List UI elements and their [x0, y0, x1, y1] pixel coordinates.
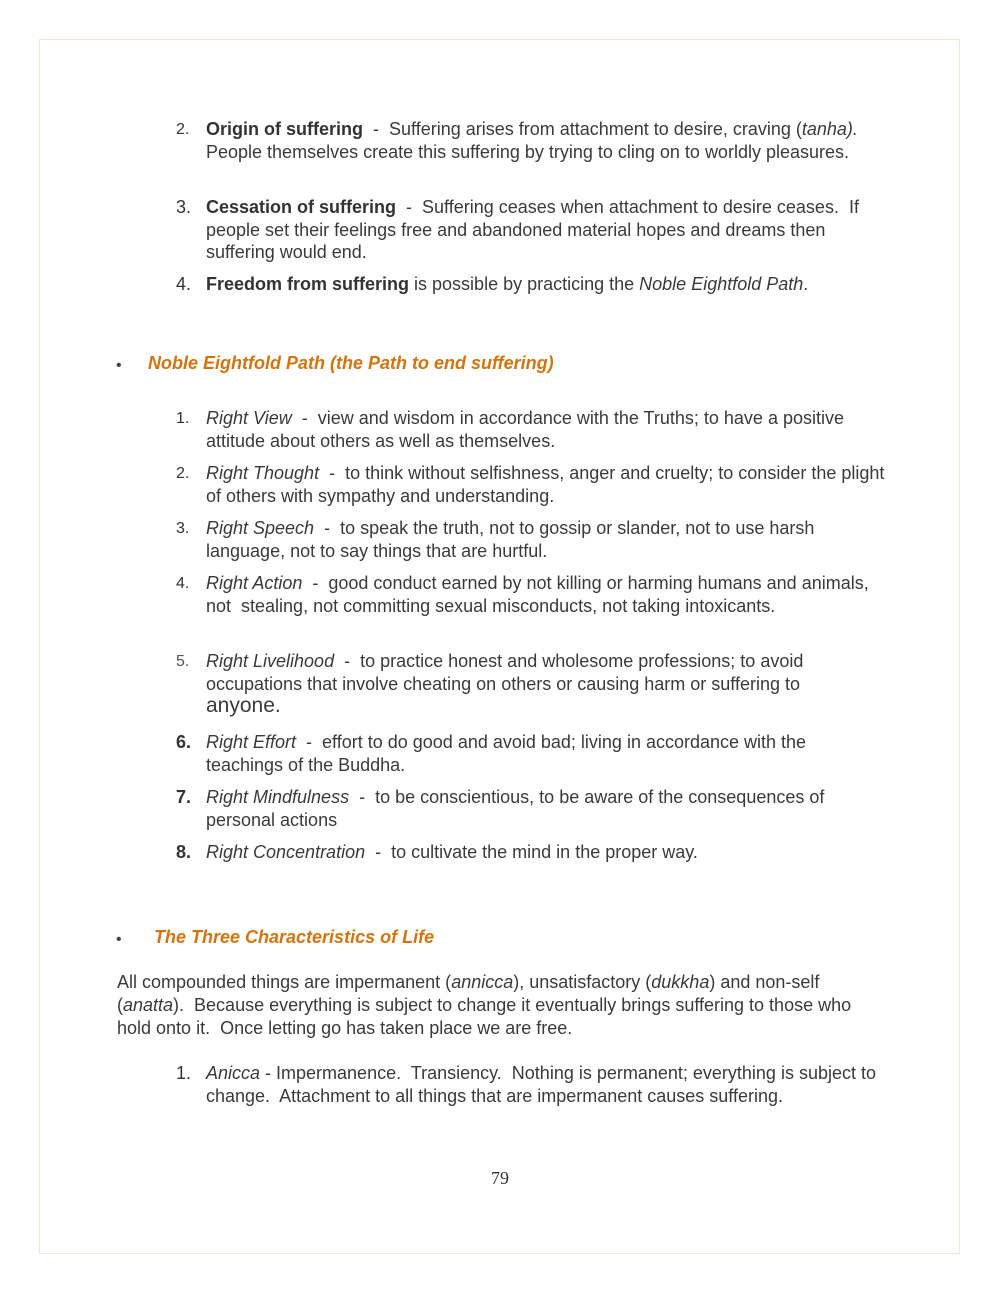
- path-term: Right Action: [206, 573, 303, 593]
- path-term: Right Livelihood: [206, 651, 335, 671]
- paragraph-text: ). Because everything is subject to change it eventually brings suffering to those who hold onto it. Once letting go has taken place we are free.: [117, 995, 857, 1038]
- list-text: [206, 196, 886, 264]
- list-number: 3.: [176, 197, 192, 217]
- pali-term: Anicca: [206, 1063, 261, 1083]
- separator: -: [302, 573, 329, 593]
- pali-term: dukkha: [651, 972, 710, 992]
- list-number: 1.: [176, 1063, 192, 1083]
- separator: -: [363, 119, 389, 139]
- path-text: anyone.: [206, 694, 281, 717]
- separator: -: [319, 463, 346, 483]
- paragraph-text: ) and non-self (: [117, 972, 820, 1015]
- list-number: 5.: [176, 653, 190, 670]
- path-text: good conduct earned by not killing or harming humans and animals, not stealing, not committing sexual misconducts, not taking intoxicants.: [206, 573, 874, 616]
- list-text: [206, 572, 886, 617]
- path-text: to cultivate the mind in the proper way.: [391, 842, 698, 862]
- list-text: [206, 650, 886, 718]
- separator: -: [349, 787, 376, 807]
- separator: -: [291, 408, 318, 428]
- path-text: to practice honest and wholesome professions; to avoid occupations that involve cheating on others or causing harm or suffering to: [206, 651, 804, 694]
- truth-text: is possible by practicing the: [409, 274, 640, 294]
- truth-text: .: [803, 274, 809, 294]
- truth-text: Suffering ceases when attachment to desire ceases. If people set their feelings free and abandoned material hopes and dreams then suffering would end.: [206, 197, 864, 262]
- list-number: 4.: [176, 274, 192, 294]
- list-text: [206, 517, 886, 562]
- path-text: effort to do good and avoid bad; living in accordance with the teachings of the Buddha.: [206, 732, 807, 775]
- paragraph-text: ), unsatisfactory (: [513, 972, 652, 992]
- path-text: to be conscientious, to be aware of the consequences of personal actions: [206, 787, 825, 830]
- list-text: [206, 731, 886, 776]
- path-term: Right Effort: [206, 732, 297, 752]
- paragraph-text: All compounded things are impermanent (: [117, 972, 452, 992]
- list-text: [206, 841, 886, 864]
- path-term: Right Concentration: [206, 842, 366, 862]
- separator: -: [314, 518, 341, 538]
- characteristic-text: - Impermanence. Transiency. Nothing is permanent; everything is subject to change. Attachment to all things that are impermanent causes suffering.: [206, 1063, 882, 1106]
- italic-term: Noble Eightfold Path: [639, 274, 804, 294]
- bullet-icon: •: [116, 931, 122, 948]
- separator: -: [365, 842, 392, 862]
- path-term: Right Mindfulness: [206, 787, 350, 807]
- list-number: 2.: [176, 121, 190, 138]
- list-text: [206, 273, 886, 296]
- intro-paragraph: [117, 971, 877, 1040]
- list-number: 7.: [176, 787, 192, 807]
- truth-title: Freedom from suffering: [206, 274, 410, 294]
- truth-title: Cessation of suffering: [206, 197, 397, 217]
- list-text: [206, 786, 896, 831]
- list-number: 1.: [176, 410, 190, 427]
- path-term: Right Speech: [206, 518, 315, 538]
- separator: -: [296, 732, 323, 752]
- truth-title: Origin of suffering: [206, 119, 363, 139]
- pali-term: anatta: [123, 995, 174, 1015]
- list-text: [206, 407, 886, 452]
- pali-term: annicca: [451, 972, 514, 992]
- path-text: to speak the truth, not to gossip or slander, not to use harsh language, not to say things that are hurtful.: [206, 518, 815, 561]
- list-number: 8.: [176, 842, 192, 862]
- list-text: [206, 118, 886, 163]
- separator: -: [334, 651, 361, 671]
- truth-text: Suffering arises from attachment to desire, craving (: [389, 119, 802, 139]
- path-text: to think without selfishness, anger and cruelty; to consider the plight of others with sympathy and understanding.: [206, 463, 885, 506]
- path-term: Right Thought: [206, 463, 320, 483]
- page-number: 79: [491, 1168, 509, 1188]
- path-text: view and wisdom in accordance with the Truths; to have a positive attitude about others as well as themselves.: [206, 408, 844, 451]
- list-number: 6.: [176, 732, 192, 752]
- list-number: 2.: [176, 465, 190, 482]
- bullet-icon: •: [116, 357, 122, 374]
- list-text: [206, 462, 886, 507]
- separator: -: [396, 197, 423, 217]
- list-number: 4.: [176, 575, 190, 592]
- section-heading: The Three Characteristics of Life: [154, 927, 435, 947]
- section-heading: Noble Eightfold Path (the Path to end suffering): [148, 353, 554, 373]
- list-text: [206, 1062, 886, 1107]
- pali-term: tanha).: [801, 119, 858, 139]
- path-term: Right View: [206, 408, 292, 428]
- truth-text: People themselves create this suffering by trying to cling on to worldly pleasures.: [206, 119, 868, 162]
- list-number: 3.: [176, 520, 190, 537]
